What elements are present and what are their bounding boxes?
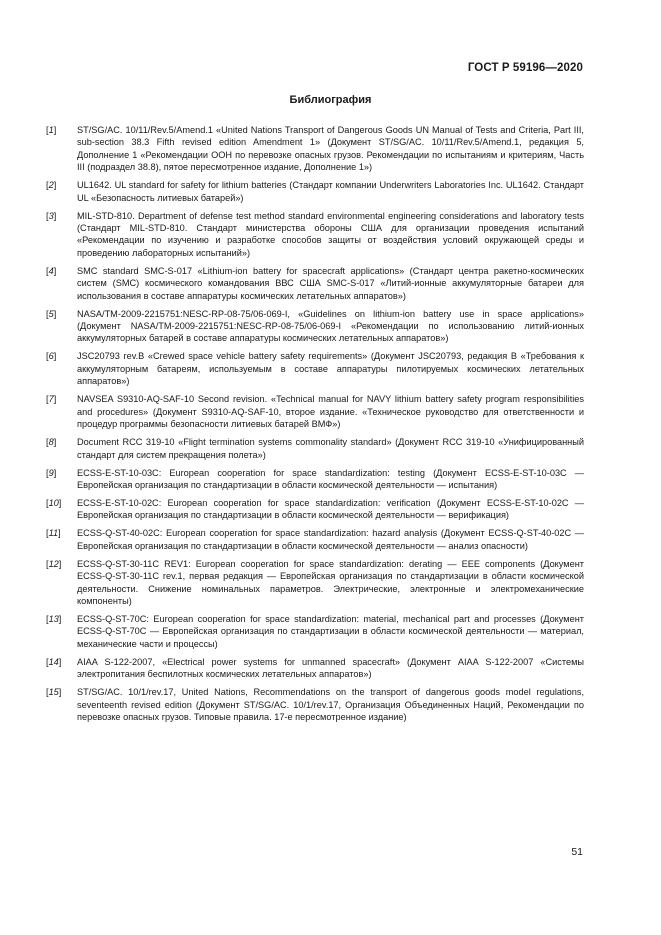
bibliography-entry	[46, 686, 584, 723]
bibliography-entry-number: [12]	[46, 558, 62, 569]
bibliography-entry-number-value: 6	[48, 351, 54, 362]
bibliography-entry-text: ECSS-Q-ST-30-11C REV1: European cooperation for space standardization: derating — EEE components (Документ ECSS-Q-ST-30-11C rev.1, первая редакция — Европейская организация по стандартизации в области космической деятельности. Снижение номинальных параметров. Электрические, электронные и электромеханические компоненты)	[77, 558, 584, 606]
bibliography-entry-number-value: 12	[48, 558, 59, 569]
bibliography-entry	[46, 124, 584, 174]
bibliography-entry-number-value: 15	[48, 687, 59, 698]
bibliography-entry	[46, 308, 584, 345]
bibliography-entry-text: NAVSEA S9310-AQ-SAF-10 Second revision. «Technical manual for NAVY lithium battery safety program responsibilities and procedures» (Документ S9310-AQ-SAF-10, второе издание. «Техническое руководство для ответственности и процедур программы безопасности литиевых батарей ВМФ»)	[77, 394, 584, 430]
bibliography-entry-number-value: 10	[48, 497, 59, 508]
bibliography-entry-text: ST/SG/AC. 10/11/Rev.5/Amend.1 «United Nations Transport of Dangerous Goods UN Manual of Tests and Criteria, Part III, sub-section 38.3 Fifth revised edition Amendment 1» (Документ ST/SG/AC. 10/11/Rev.5/Amend.1, редакция 5, Дополнение 1 «Рекомендации ООН по перевозке опасных грузов. Рекомендации по испытаниям и критериям, Часть III (подраздел 38.8), пятое пересмотренное издание, Дополнение 1»)	[77, 125, 584, 173]
bibliography-entry-text: AIAA S-122-2007, «Electrical power systems for unmanned spacecraft» (Документ AIAA S-122-2007 «Системы электропитания беспилотных космических летательных аппаратов»)	[77, 656, 584, 680]
bibliography-title: Библиография	[289, 94, 372, 106]
bibliography-entry-text: JSC20793 rev.B «Crewed space vehicle battery safety requirements» (Документ JSC20793, редакция B «Требования к аккумуляторным батареям, используемым в составе аппаратуры пилотируемых космических летательных аппаратов»)	[77, 351, 584, 387]
bibliography-entry	[46, 436, 584, 461]
bibliography-entry	[46, 350, 584, 387]
bibliography-entry-number-value: 8	[48, 437, 54, 448]
bibliography-entry	[46, 656, 584, 681]
bibliography-entry-text: Document RCC 319-10 «Flight termination systems commonality standard» (Документ RCC 319-10 «Унифицированный стандарт для систем прекращения полета»)	[77, 437, 584, 460]
bibliography-entry-text: MIL-STD-810. Department of defense test method standard environmental engineering considerations and laboratory tests (Стандарт MIL-STD-810. Стандарт министерства обороны США для организации проведения испытаний «Рекомендации по изучению и разработке способов защиты от воздействия условий окружающей среды и проведению лабораторных испытаний»)	[77, 210, 584, 258]
bibliography-entry-number: [4]	[46, 265, 57, 276]
bibliography-entry-number: [9]	[46, 467, 57, 478]
bibliography-entry-number: [5]	[46, 308, 57, 319]
bibliography-entry	[46, 210, 584, 260]
bibliography-entry	[46, 467, 584, 492]
bibliography-entry-text: ECSS-E-ST-10-03C: European cooperation for space standardization: testing (Документ ECSS-E-ST-10-03C — Европейская организация по стандартизации в области космической деятельности — испытания)	[77, 467, 584, 490]
bibliography-entry-number-value: 7	[48, 394, 54, 405]
bibliography-entry-number: [15]	[46, 687, 62, 698]
bibliography-entry-text: SMC standard SMC-S-017 «Lithium-ion battery for spacecraft applications» (Стандарт центра ракетно-космических систем (SMC) космического командования ВВС США SMC-S-017 «Литий-ионные аккумуляторные батареи для использования в составе аппаратуры космических летательных аппаратов»)	[77, 265, 584, 301]
standard-number: ГОСТ Р 59196—2020	[467, 62, 583, 74]
bibliography-entry-number: [13]	[46, 613, 62, 624]
bibliography-entry	[46, 558, 584, 608]
bibliography-entry-number-value: 9	[48, 467, 54, 478]
page-number: 51	[571, 846, 583, 858]
bibliography-entry-text: UL1642. UL standard for safety for lithium batteries (Стандарт компании Underwriters Laboratories Inc. UL1642. Стандарт UL «Безопасность литиевых батарей»)	[77, 180, 584, 203]
bibliography-entry	[46, 393, 584, 430]
bibliography-entry-number-value: 14	[48, 656, 59, 667]
bibliography-entry-number: [7]	[46, 394, 57, 405]
bibliography-entry-number-value: 4	[48, 265, 54, 276]
bibliography-entry-text: ECSS-Q-ST-70C: European cooperation for space standardization: material, mechanical part and processes (Документ ECSS-Q-ST-70C — Европейская организация по стандартизации в области космической деятельности — материал, механические части и процессы)	[77, 613, 584, 649]
bibliography-entry	[46, 527, 584, 552]
bibliography-entry-number: [1]	[46, 125, 57, 135]
bibliography-entry-number: [8]	[46, 437, 57, 448]
bibliography-entry-number-value: 5	[48, 308, 54, 319]
bibliography-entry-number-value: 2	[48, 180, 54, 191]
bibliography-entry	[46, 497, 584, 522]
bibliography-entry-number: [11]	[46, 528, 61, 539]
bibliography-entry-number-value: 3	[48, 210, 54, 221]
bibliography-entry-number-value: 1	[48, 125, 54, 135]
bibliography-entry-number-value: 11	[48, 528, 59, 539]
bibliography-entry	[46, 613, 584, 650]
bibliography-list	[46, 124, 584, 729]
bibliography-entry	[46, 265, 584, 302]
bibliography-entry-number: [14]	[46, 656, 62, 667]
bibliography-entry-number: [3]	[46, 210, 57, 221]
bibliography-entry-number: [10]	[46, 497, 62, 508]
bibliography-entry-text: ECSS-Q-ST-40-02C: European cooperation for space standardization: hazard analysis (Документ ECSS-Q-ST-40-02C — Европейская организация по стандартизации в области космической деятельности — анализ опасности)	[77, 528, 584, 551]
bibliography-entry-number: [2]	[46, 180, 57, 191]
bibliography-entry-number: [6]	[46, 351, 57, 362]
bibliography-entry-text: ECSS-E-ST-10-02C: European cooperation for space standardization: verification (Документ ECSS-E-ST-10-02C — Европейская организация по стандартизации в области космической деятельности — верификация)	[77, 497, 584, 521]
bibliography-entry	[46, 179, 584, 204]
bibliography-entry-number-value: 13	[48, 613, 59, 624]
bibliography-entry-text: ST/SG/AC. 10/1/rev.17, United Nations, Recommendations on the transport of dangerous goods model regulations, seventeenth revised edition (Документ ST/SG/AC. 10/1/rev.17, Организация Объединенных Наций, Рекомендации по перевозке опасных грузов. Типовые правила. 17-е пересмотренное издание)	[77, 687, 584, 722]
bibliography-entry-text: NASA/TM-2009-2215751:NESC-RP-08-75/06-069-I, «Guidelines on lithium-ion battery use in space applications» (Документ NASA/TM-2009-2215751:NESC-RP-08-75/06-069-I «Рекомендации по использованию литий-ионных аккумуляторных батарей в составе аппаратуры космических летательных аппаратов»)	[77, 308, 584, 344]
